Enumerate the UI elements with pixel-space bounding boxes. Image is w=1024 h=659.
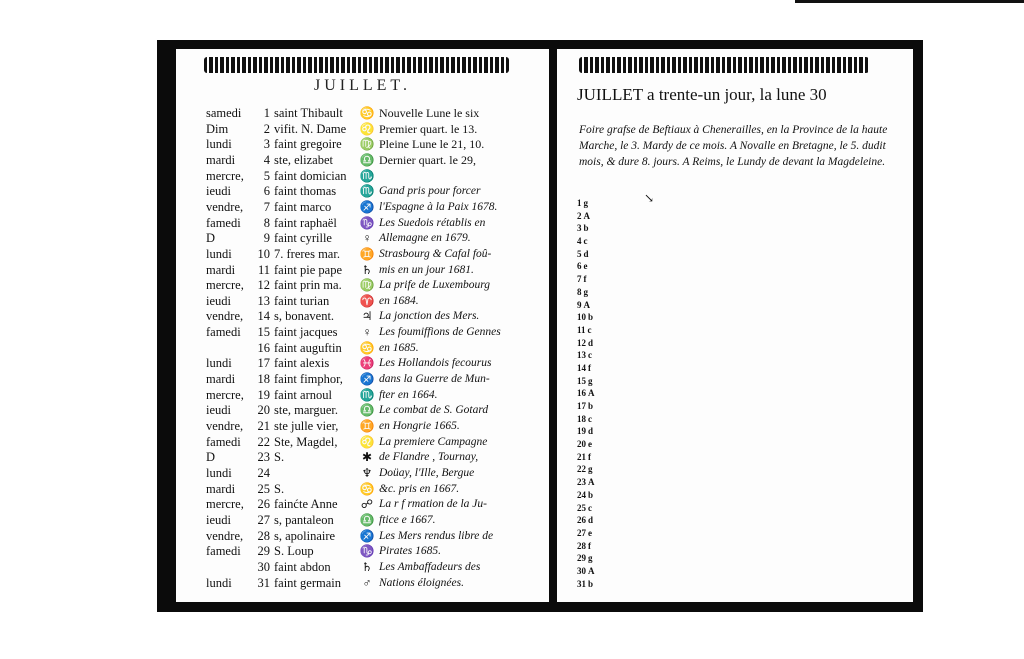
day-number: 16 (257, 340, 270, 355)
dominical-letter: c (587, 324, 592, 335)
day-letter-row (577, 362, 595, 375)
day-number: 29 (257, 544, 270, 559)
weekday-label: mercre, (206, 497, 244, 512)
dominical-letter: f (588, 362, 591, 373)
historical-note: mis en un jour 1681. (379, 263, 474, 276)
zodiac-symbol-icon: ♄ (361, 262, 373, 277)
dominical-letter: c (588, 350, 592, 361)
historical-note: l'Espagne à la Paix 1678. (379, 200, 498, 213)
historical-note: fter en 1664. (379, 388, 438, 401)
zodiac-symbol-icon: ♎ (359, 403, 375, 418)
day-letter-row (577, 235, 595, 248)
historical-note: Nations éloignées. (379, 576, 464, 589)
calendar-row (176, 294, 549, 310)
zodiac-symbol-icon: ♌ (359, 121, 375, 136)
day-letter-row (577, 578, 595, 591)
dominical-letter: g (588, 375, 593, 386)
weekday-label: lundi (206, 356, 232, 371)
calendar-row (176, 419, 549, 435)
book-gutter (549, 44, 557, 606)
historical-note: Les Ambaffadeurs des (379, 560, 481, 573)
weekday-label: famedi (206, 215, 241, 230)
day-number: 7 (263, 199, 270, 214)
historical-note: de Flandre , Tournay, (379, 451, 479, 464)
calendar-row (176, 263, 549, 279)
day-number: 14 (257, 309, 270, 324)
day-number: 23 (257, 450, 270, 465)
dominical-letter: A (588, 565, 595, 576)
day-number: 26 (257, 497, 270, 512)
calendar-row (176, 576, 549, 592)
saint-name: S. Loup (274, 544, 314, 559)
dominical-letter: b (588, 312, 594, 323)
day-letter-row (577, 311, 595, 324)
calendar-row (176, 247, 549, 263)
day-number: 3 (263, 137, 270, 152)
right-page-title: JUILLET a trente-un jour, la lune 30 (577, 85, 827, 104)
day-letter-row (577, 400, 595, 413)
historical-note: Nouvelle Lune le six (379, 106, 480, 120)
day-letter-row (577, 197, 595, 210)
day-letter-row (577, 222, 595, 235)
zodiac-symbol-icon: ♐ (359, 528, 375, 543)
calendar-row (176, 466, 549, 482)
zodiac-symbol-icon: ♀ (362, 231, 372, 246)
dominical-letter: e (588, 527, 592, 538)
day-number: 24 (577, 489, 586, 500)
day-number: 24 (257, 465, 270, 480)
zodiac-symbol-icon: ♑ (359, 215, 375, 230)
saint-name: ste, marguer. (274, 403, 338, 418)
day-number: 12 (577, 337, 586, 348)
dominical-letter: b (588, 578, 594, 589)
historical-note: La prife de Luxembourg (379, 279, 491, 292)
dominical-letter: f (588, 540, 591, 551)
right-page (557, 49, 913, 602)
saint-name: ste julle vier, (274, 419, 339, 433)
zodiac-symbol-icon: ♌ (359, 434, 375, 449)
day-number: 18 (257, 372, 270, 387)
saint-name: faint fimphor, (274, 372, 343, 387)
dominical-letter: d (588, 515, 594, 526)
historical-note: Strasbourg & Cafal foû- (379, 247, 492, 260)
historical-note: Gand pris pour forcer (379, 185, 481, 198)
zodiac-symbol-icon: ✱ (361, 450, 373, 465)
weekday-label: mercre, (206, 387, 244, 402)
historical-note: Dernier quart. le 29, (379, 152, 476, 167)
historical-note: Premier quart. le 13. (379, 121, 478, 136)
zodiac-symbol-icon: ♋ (359, 481, 375, 496)
day-letter-row (577, 210, 595, 223)
calendar-row (176, 184, 549, 200)
header-ornament (204, 57, 509, 73)
day-letter-row (577, 451, 595, 464)
day-letter-row (577, 425, 595, 438)
saint-name: faint germain (274, 575, 341, 590)
historical-note: Doüay, l'Ille, Bergue (379, 466, 475, 479)
left-page (176, 49, 549, 602)
day-number: 4 (577, 236, 582, 247)
calendar-row (176, 200, 549, 216)
day-number: 2 (577, 210, 582, 221)
calendar-row (176, 216, 549, 232)
day-number: 15 (257, 325, 270, 340)
day-number: 25 (577, 502, 586, 513)
calendar-row (176, 388, 549, 404)
day-number: 29 (577, 553, 586, 564)
day-number: 2 (263, 121, 270, 136)
day-number: 6 (263, 184, 270, 199)
day-number: 7 (577, 274, 582, 285)
historical-note: Les Suedois rétablis en (379, 216, 486, 229)
dominical-letter: g (583, 198, 588, 208)
dominical-letter: e (588, 439, 592, 450)
dominical-letter: A (583, 210, 590, 221)
day-number: 18 (577, 413, 586, 424)
saint-name: S. (274, 450, 285, 465)
weekday-label: lundi (206, 137, 232, 152)
calendar-row (176, 325, 549, 341)
saint-name: S. (274, 481, 285, 496)
day-number: 10 (257, 246, 270, 261)
day-number: 11 (257, 262, 270, 277)
saint-name: vifit. N. Dame (274, 121, 347, 136)
saint-name: saint Thibault (274, 106, 343, 120)
saint-name: faint abdon (274, 559, 331, 574)
zodiac-symbol-icon: ♏ (359, 184, 375, 199)
calendar-row (176, 278, 549, 294)
day-number: 19 (257, 387, 270, 402)
weekday-label: mercre, (206, 278, 244, 293)
zodiac-symbol-icon: ♋ (359, 106, 375, 120)
calendar-row (176, 341, 549, 357)
zodiac-symbol-icon: ♃ (361, 309, 373, 324)
dominical-letter: f (583, 274, 587, 285)
day-number: 9 (577, 299, 582, 310)
day-number: 10 (577, 312, 586, 323)
dominical-letter: A (588, 388, 595, 399)
dominical-letter: c (583, 236, 588, 247)
saint-name: faint auguftin (274, 340, 342, 355)
day-number: 23 (577, 477, 586, 488)
day-number: 21 (257, 419, 270, 433)
historical-note: La jonction des Mers. (379, 310, 480, 323)
weekday-label: lundi (206, 575, 232, 590)
saint-name: s, apolinaire (274, 528, 336, 543)
day-number: 8 (263, 215, 270, 230)
saint-name: ste, elizabet (274, 152, 333, 167)
day-number: 17 (577, 401, 586, 411)
weekday-label: mardi (206, 372, 236, 387)
saint-name: faint alexis (274, 356, 330, 371)
saint-name: s, bonavent. (274, 309, 335, 324)
day-number: 5 (263, 168, 270, 183)
header-ornament (579, 57, 869, 73)
saint-name: faint gregoire (274, 137, 342, 152)
historical-note: Pleine Lune le 21, 10. (379, 137, 485, 152)
calendar-row (176, 153, 549, 169)
day-letter-row (577, 260, 595, 273)
weekday-label: samedi (206, 106, 242, 120)
day-letter-row (577, 463, 595, 476)
day-number: 27 (257, 512, 270, 527)
dominical-letter: g (588, 464, 593, 475)
day-letter-row (577, 413, 595, 426)
weekday-label: ieudi (206, 512, 231, 527)
zodiac-symbol-icon: ♄ (361, 559, 373, 574)
day-number: 4 (263, 152, 270, 167)
day-number: 25 (257, 481, 270, 496)
dominical-letter: g (588, 553, 593, 564)
weekday-label: mercre, (206, 168, 244, 183)
calendar-row (176, 309, 549, 325)
left-page-title: JUILLET. (313, 77, 411, 94)
historical-note: Pirates 1685. (379, 545, 441, 558)
historical-note: en 1685. (379, 341, 419, 354)
zodiac-symbol-icon: ♋ (359, 340, 375, 355)
zodiac-symbol-icon: ♎ (359, 152, 375, 167)
historical-note: Les foumiffions de Gennes (379, 326, 501, 339)
historical-note: Les Hollandois fecourus (379, 357, 492, 370)
day-letter-row (577, 337, 595, 350)
zodiac-symbol-icon: ♀ (362, 325, 372, 340)
day-number: 11 (577, 324, 586, 335)
day-letter-row (577, 489, 595, 502)
saint-name: faint pie pape (274, 262, 343, 277)
historical-note: Allemagne en 1679. (379, 232, 471, 245)
calendar-row (176, 403, 549, 419)
day-letter-row (577, 552, 595, 565)
day-number: 20 (257, 403, 270, 418)
day-letter-row (577, 248, 595, 261)
day-letter-row (577, 502, 595, 515)
dominical-letter: c (588, 413, 592, 424)
zodiac-symbol-icon: ♍ (359, 278, 375, 293)
day-number: 9 (263, 231, 270, 246)
day-number: 31 (577, 578, 586, 589)
saint-name: faint marco (274, 199, 332, 214)
weekday-label: mardi (206, 262, 236, 277)
saint-name: faint arnoul (274, 387, 332, 402)
day-number: 28 (257, 528, 270, 543)
zodiac-symbol-icon: ♓ (359, 356, 375, 371)
calendar-row (176, 529, 549, 545)
day-number: 13 (577, 350, 586, 361)
calendar-row (176, 450, 549, 466)
weekday-label: famedi (206, 544, 241, 559)
zodiac-symbol-icon: ♏ (359, 387, 375, 402)
historical-note: en 1684. (379, 294, 419, 307)
historical-note: en Hongrie 1665. (379, 420, 460, 432)
day-letter-row (577, 438, 595, 451)
calendar-row (176, 122, 549, 138)
fair-paragraph: Foire grafse de Beftiaux à Chenerailles, en la Province de la haute Marche, le 3. Mardy de ce mois. A Novalle en Bretagne, le 5. dudit mois, & dure 8. jours. A Reims, le Lundy de devant la Magdeleine. (579, 124, 888, 168)
day-number: 8 (577, 286, 582, 297)
zodiac-symbol-icon: ♑ (359, 544, 375, 559)
saint-name: fainćte Anne (274, 497, 338, 512)
day-letter-row (577, 387, 595, 400)
weekday-label: vendre, (206, 199, 244, 214)
zodiac-symbol-icon: ♆ (361, 465, 373, 480)
day-letter-row (577, 299, 595, 312)
dominical-letter: f (588, 451, 591, 462)
weekday-label: lundi (206, 246, 232, 261)
calendar-row (176, 513, 549, 529)
saint-name: faint jacques (274, 325, 338, 340)
saint-name: faint raphaël (274, 215, 337, 230)
calendar-row (176, 497, 549, 513)
historical-note: La r f rmation de la Ju- (379, 498, 487, 511)
saint-name: faint cyrille (274, 231, 332, 246)
day-number: 1 (577, 198, 582, 208)
calendar-row (176, 482, 549, 498)
zodiac-symbol-icon: ♐ (359, 372, 375, 387)
weekday-label: D (206, 231, 216, 246)
weekday-label: vendre, (206, 419, 244, 433)
calendar-row (176, 106, 549, 122)
day-number: 19 (577, 426, 586, 437)
dominical-letter: c (588, 502, 592, 513)
zodiac-symbol-icon: ♍ (359, 137, 375, 152)
weekday-label: ieudi (206, 403, 231, 418)
saint-name: faint turian (274, 293, 330, 308)
dominical-letter: A (583, 299, 590, 310)
weekday-label: lundi (206, 465, 232, 480)
historical-note: Le combat de S. Gotard (379, 404, 489, 417)
dominical-letter: d (588, 426, 594, 437)
dominical-letter: d (583, 248, 589, 259)
day-letter-row (577, 527, 595, 540)
weekday-label: famedi (206, 434, 241, 449)
zodiac-symbol-icon: ♎ (359, 512, 375, 527)
day-letter-row (577, 565, 595, 578)
day-number: 30 (257, 559, 270, 574)
day-number: 31 (257, 575, 270, 590)
day-number: 26 (577, 515, 586, 526)
dominical-letter: b (583, 223, 589, 234)
weekday-label: mardi (206, 481, 236, 496)
day-number: 14 (577, 362, 586, 373)
day-letter-row (577, 324, 595, 337)
saint-name: faint prin ma. (274, 278, 342, 293)
dominical-letter: A (588, 477, 595, 488)
day-number: 30 (577, 565, 586, 576)
arrow-icon: ↘ (644, 191, 655, 205)
day-letter-row (577, 375, 595, 388)
weekday-label: Dim (206, 121, 229, 136)
day-letter-row (577, 349, 595, 362)
zodiac-symbol-icon: ♂ (362, 575, 372, 590)
day-number: 13 (257, 293, 270, 308)
day-number: 16 (577, 388, 586, 399)
day-number: 22 (577, 464, 586, 475)
day-letter-row (577, 286, 595, 299)
weekday-label: ieudi (206, 293, 231, 308)
dominical-letter: b (588, 401, 594, 411)
day-letter-row (577, 540, 595, 553)
day-number: 1 (263, 106, 270, 120)
calendar-row (176, 544, 549, 560)
day-letter-row (577, 273, 595, 286)
saint-name: Ste, Magdel, (274, 434, 338, 449)
weekday-label: vendre, (206, 309, 244, 324)
zodiac-symbol-icon: ♊ (359, 246, 375, 261)
weekday-label: vendre, (206, 528, 244, 543)
historical-note: ftice e 1667. (379, 513, 436, 526)
day-number: 27 (577, 527, 586, 538)
dominical-letter: d (588, 337, 594, 348)
day-number: 6 (577, 261, 582, 272)
weekday-label: D (206, 450, 216, 465)
day-number: 21 (577, 451, 586, 462)
calendar-row (176, 231, 549, 247)
calendar-row (176, 356, 549, 372)
dominical-letter: g (583, 286, 588, 297)
day-letter-row (577, 514, 595, 527)
historical-note: Les Mers rendus libre de (379, 529, 494, 542)
day-number: 22 (257, 434, 270, 449)
historical-note: La premiere Campagne (379, 435, 488, 448)
weekday-label: ieudi (206, 184, 231, 199)
calendar-row (176, 560, 549, 576)
zodiac-symbol-icon: ☍ (360, 497, 374, 512)
day-letter-row (577, 476, 595, 489)
historical-note: dans la Guerre de Mun- (379, 373, 490, 386)
saint-name: faint domician (274, 168, 347, 183)
calendar-row (176, 169, 549, 185)
saint-name: s, pantaleon (274, 512, 334, 527)
scan-top-border (795, 0, 1024, 3)
calendar-row (176, 435, 549, 451)
dominical-letter: b (588, 489, 594, 500)
zodiac-symbol-icon: ♈ (359, 293, 375, 308)
saint-name: 7. freres mar. (274, 246, 340, 261)
calendar-row (176, 137, 549, 153)
day-number: 28 (577, 540, 586, 551)
day-number: 15 (577, 375, 586, 386)
zodiac-symbol-icon: ♐ (359, 199, 375, 214)
dominical-letter: e (583, 261, 588, 272)
day-number: 17 (257, 356, 270, 371)
zodiac-symbol-icon: ♏ (359, 168, 375, 183)
day-number: 3 (577, 223, 582, 234)
weekday-label: famedi (206, 325, 241, 340)
saint-name: faint thomas (274, 184, 337, 199)
day-number: 5 (577, 248, 582, 259)
zodiac-symbol-icon: ♊ (359, 419, 375, 433)
calendar-row (176, 372, 549, 388)
weekday-label: mardi (206, 152, 236, 167)
day-number: 12 (257, 278, 270, 293)
day-letter-column (577, 197, 595, 590)
day-number: 20 (577, 439, 586, 450)
historical-note: &c. pris en 1667. (379, 482, 460, 495)
